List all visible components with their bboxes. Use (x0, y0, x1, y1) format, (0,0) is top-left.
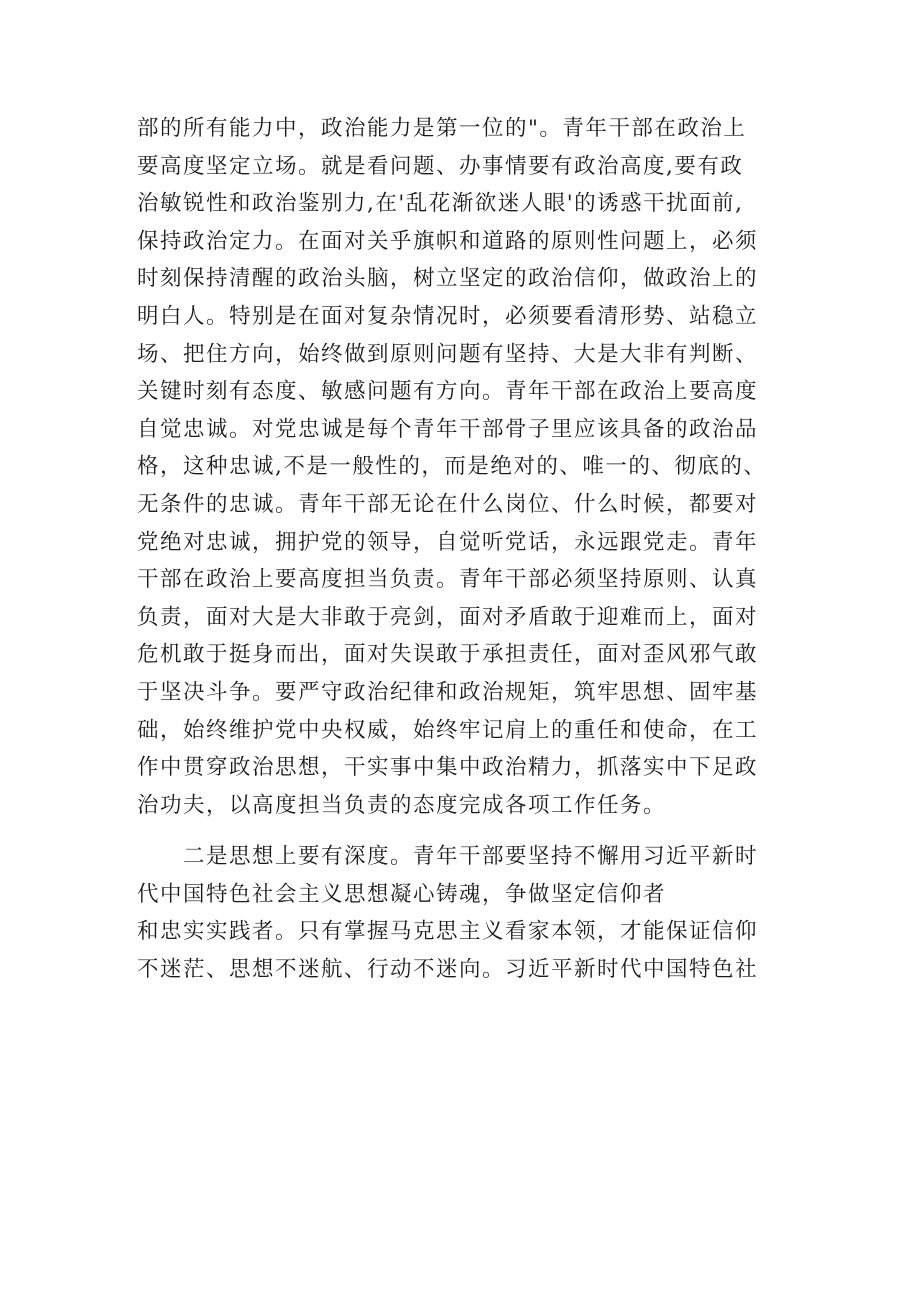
paragraph-spacer (137, 824, 857, 838)
text-line: 不迷茫、思想不迷航、行动不迷向。习近平新时代中国特色社 (137, 957, 759, 983)
text-line: 础，始终维护党中央权威，始终牢记肩上的重任和使命，在工 (137, 717, 759, 743)
text-line: 要高度坚定立场。就是看问题、办事情要有政治高度,要有政 (137, 153, 744, 179)
text-line: 二是思想上要有深度。青年干部要坚持不懈用习近平新时 (183, 844, 759, 870)
text-line: 时刻保持清醒的政治头脑，树立坚定的政治信仰，做政治上的 (137, 266, 759, 292)
document-body (137, 110, 857, 989)
text-line: 保持政治定力。在面对关乎旗帜和道路的原则性问题上，必须 (137, 228, 759, 254)
text-line: 部的所有能力中，政治能力是第一位的"。青年干部在政治上 (137, 116, 747, 141)
text-line: 代中国特色社会主义思想凝心铸魂，争做坚定信仰者 (137, 881, 667, 907)
text-line: 格，这种忠诚,不是一般性的，而是绝对的、唯一的、彻底的、 (137, 454, 767, 480)
text-line: 治敏锐性和政治鉴别力,在'乱花渐欲迷人眼'的诱惑干扰面前, (137, 191, 744, 217)
text-line: 治功夫，以高度担当负责的态度完成各项工作任务。 (137, 792, 667, 818)
text-line: 无条件的忠诚。青年干部无论在什么岗位、什么时候，都要对 (137, 491, 759, 517)
text-line: 明白人。特别是在面对复杂情况时，必须要看清形势、站稳立 (137, 303, 759, 329)
text-line: 作中贯穿政治思想，干实事中集中政治精力，抓落实中下足政 (137, 755, 759, 781)
text-line: 自觉忠诚。对党忠诚是每个青年干部骨子里应该具备的政治品 (137, 416, 759, 442)
paragraph-1 (137, 110, 857, 824)
text-line: 关键时刻有态度、敏感问题有方向。青年干部在政治上要高度 (137, 379, 759, 405)
text-line: 场、把住方向，始终做到原则问题有坚持、大是大非有判断、 (137, 341, 759, 367)
text-line: 和忠实实践者。只有掌握马克思主义看家本领，才能保证信仰 (137, 919, 759, 945)
text-line: 于坚决斗争。要严守政治纪律和政治规矩，筑牢思想、固牢基 (137, 679, 759, 705)
paragraph-2 (137, 838, 857, 988)
text-line: 负责，面对大是大非敢于亮剑，面对矛盾敢于迎难而上，面对 (137, 604, 759, 630)
text-line: 干部在政治上要高度担当负责。青年干部必须坚持原则、认真 (137, 567, 759, 593)
text-line: 党绝对忠诚，拥护党的领导，自觉听党话，永远跟党走。青年 (137, 529, 759, 555)
text-line: 危机敢于挺身而出，面对失误敢于承担责任，面对歪风邪气敢 (137, 642, 759, 668)
